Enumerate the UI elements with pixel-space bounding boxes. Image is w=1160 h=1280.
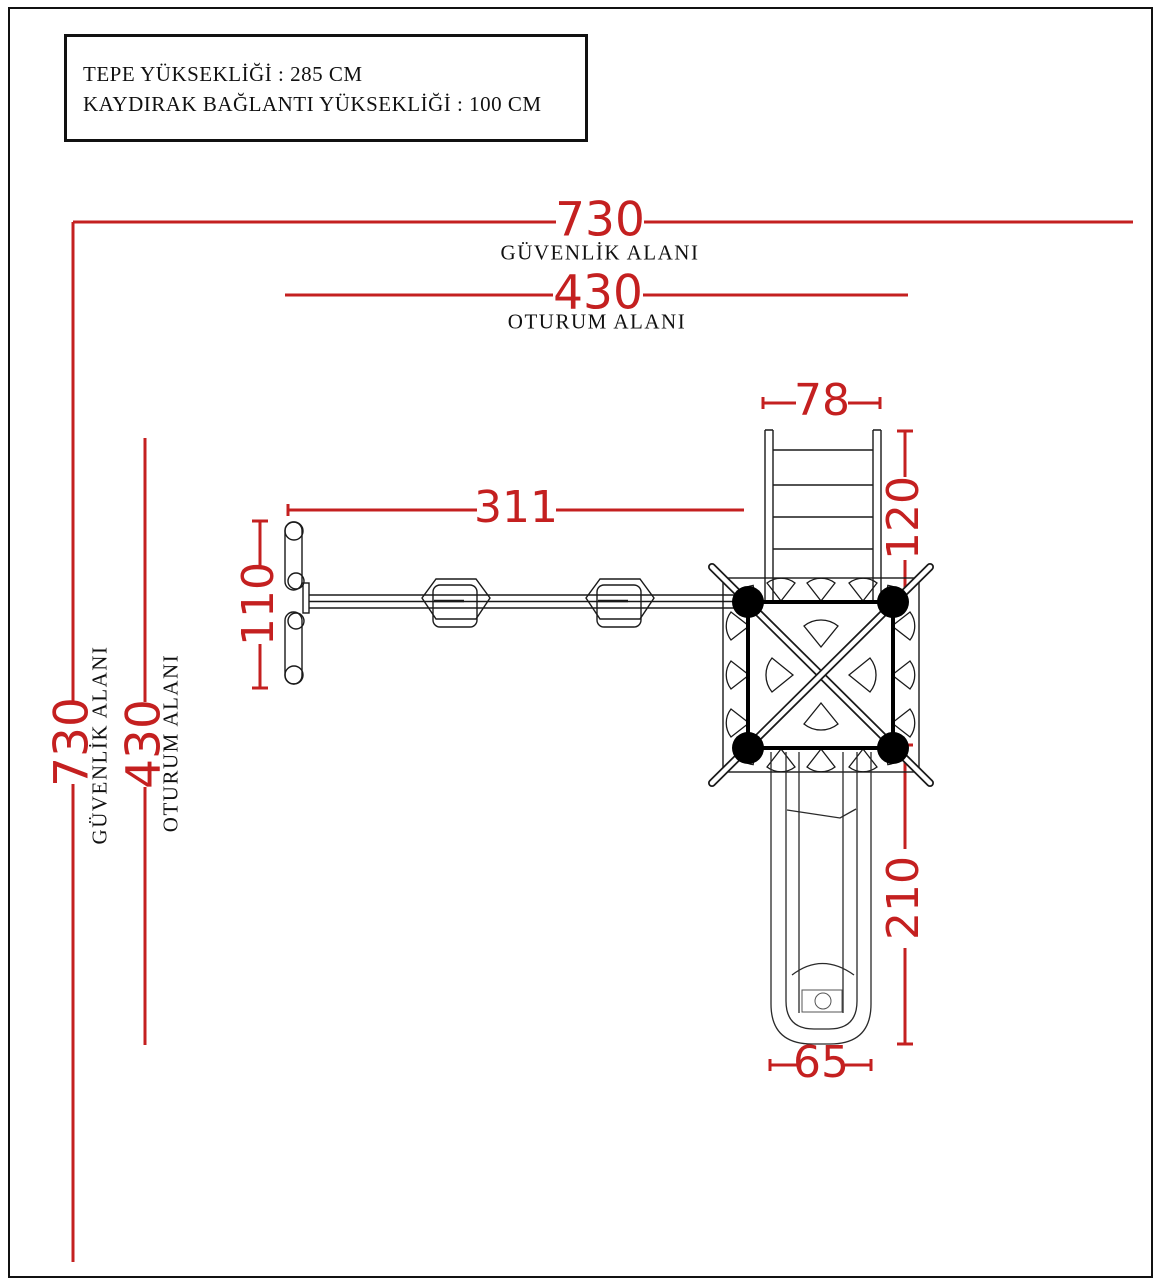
slide-body-outline	[786, 752, 857, 1029]
label-oturum-top: OTURUM ALANI	[507, 309, 687, 334]
dim-430-left: 430	[116, 699, 172, 789]
title-line1: TEPE YÜKSEKLİĞİ : 285 CM	[83, 62, 363, 86]
swing-seat	[422, 579, 490, 627]
title-line2: KAYDIRAK BAĞLANTI YÜKSEKLİĞİ : 100 CM	[83, 92, 542, 116]
tower-plan	[712, 567, 930, 783]
swing-set-plan	[285, 522, 742, 684]
dim-78: 78	[794, 375, 850, 427]
slide-end-cap	[802, 990, 842, 1012]
label-oturum-left: OTURUM ALANI	[158, 653, 183, 833]
label-guvenlik-left: GÜVENLİK ALANI	[87, 645, 112, 845]
slide-end-arc	[792, 964, 854, 976]
dim-430-top: 430	[553, 265, 643, 321]
ladder-plan	[765, 430, 881, 602]
dim-110: 110	[233, 562, 284, 646]
dim-730-top: 730	[555, 192, 645, 248]
dim-65: 65	[793, 1037, 849, 1089]
dim-311: 311	[474, 482, 558, 534]
dimension-lines	[73, 222, 1133, 1262]
swing-legs	[285, 522, 309, 684]
slide-plan	[771, 752, 871, 1044]
title-box	[64, 34, 588, 142]
swing-beam	[309, 595, 742, 608]
dim-210: 210	[878, 856, 929, 940]
dim-120: 120	[878, 476, 929, 560]
dim-730-left: 730	[44, 697, 100, 787]
slide-entry-lip	[787, 809, 856, 818]
swing-seat	[586, 579, 654, 627]
label-guvenlik-top: GÜVENLİK ALANI	[500, 240, 700, 265]
slide-channel-rails	[799, 752, 843, 1013]
